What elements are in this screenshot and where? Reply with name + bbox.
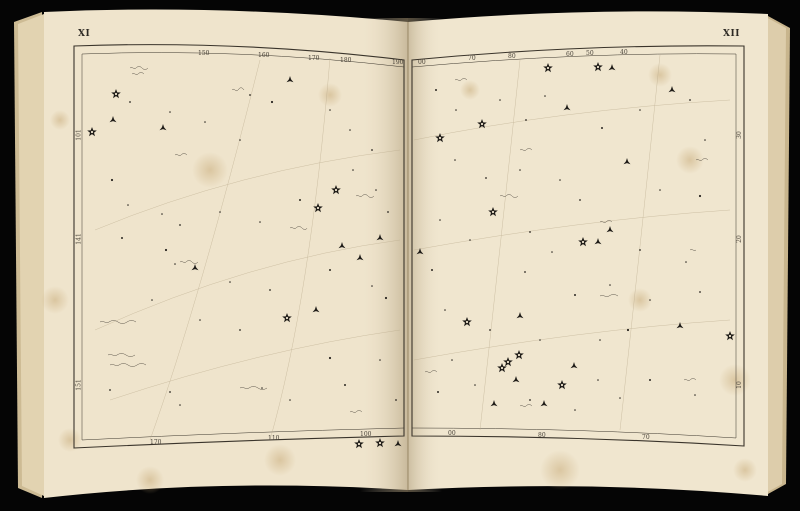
right-top-scale-label: 60 [566,51,574,58]
left-side-scale-label: 151 [75,379,83,391]
right-side-scale-label: 20 [735,235,743,243]
gutter-shadow-left [360,18,408,492]
left-bottom-scale-label: 170 [150,439,162,446]
right-top-scale-label: 50 [586,50,594,57]
left-side-scale-label: 101 [75,129,83,141]
right-top-scale-label: 40 [620,49,628,56]
left-top-scale-label: 150 [198,50,210,57]
left-bottom-scale-label: 100 [360,431,372,438]
left-side-scale-label: 141 [75,233,83,245]
left-top-scale-label: 170 [308,55,320,62]
right-bottom-scale-label: 00 [448,430,456,437]
right-top-scale-label: 00 [418,59,426,66]
gutter-shadow-right [408,18,442,492]
right-side-scale-label: 30 [735,131,743,139]
right-plate-number: XII [723,29,740,39]
left-bottom-scale-label: 110 [268,435,280,442]
right-bottom-scale-label: 80 [538,432,546,439]
left-page-paper [44,10,408,498]
left-top-scale-label: 160 [258,52,270,59]
right-top-scale-label: 70 [468,55,476,62]
right-top-scale-label: 80 [508,53,516,60]
right-bottom-scale-label: 70 [642,434,650,441]
left-plate-number: XI [78,29,91,39]
left-top-scale-label: 190 [392,59,404,66]
left-top-scale-label: 180 [340,57,352,64]
right-side-scale-label: 10 [735,381,743,389]
